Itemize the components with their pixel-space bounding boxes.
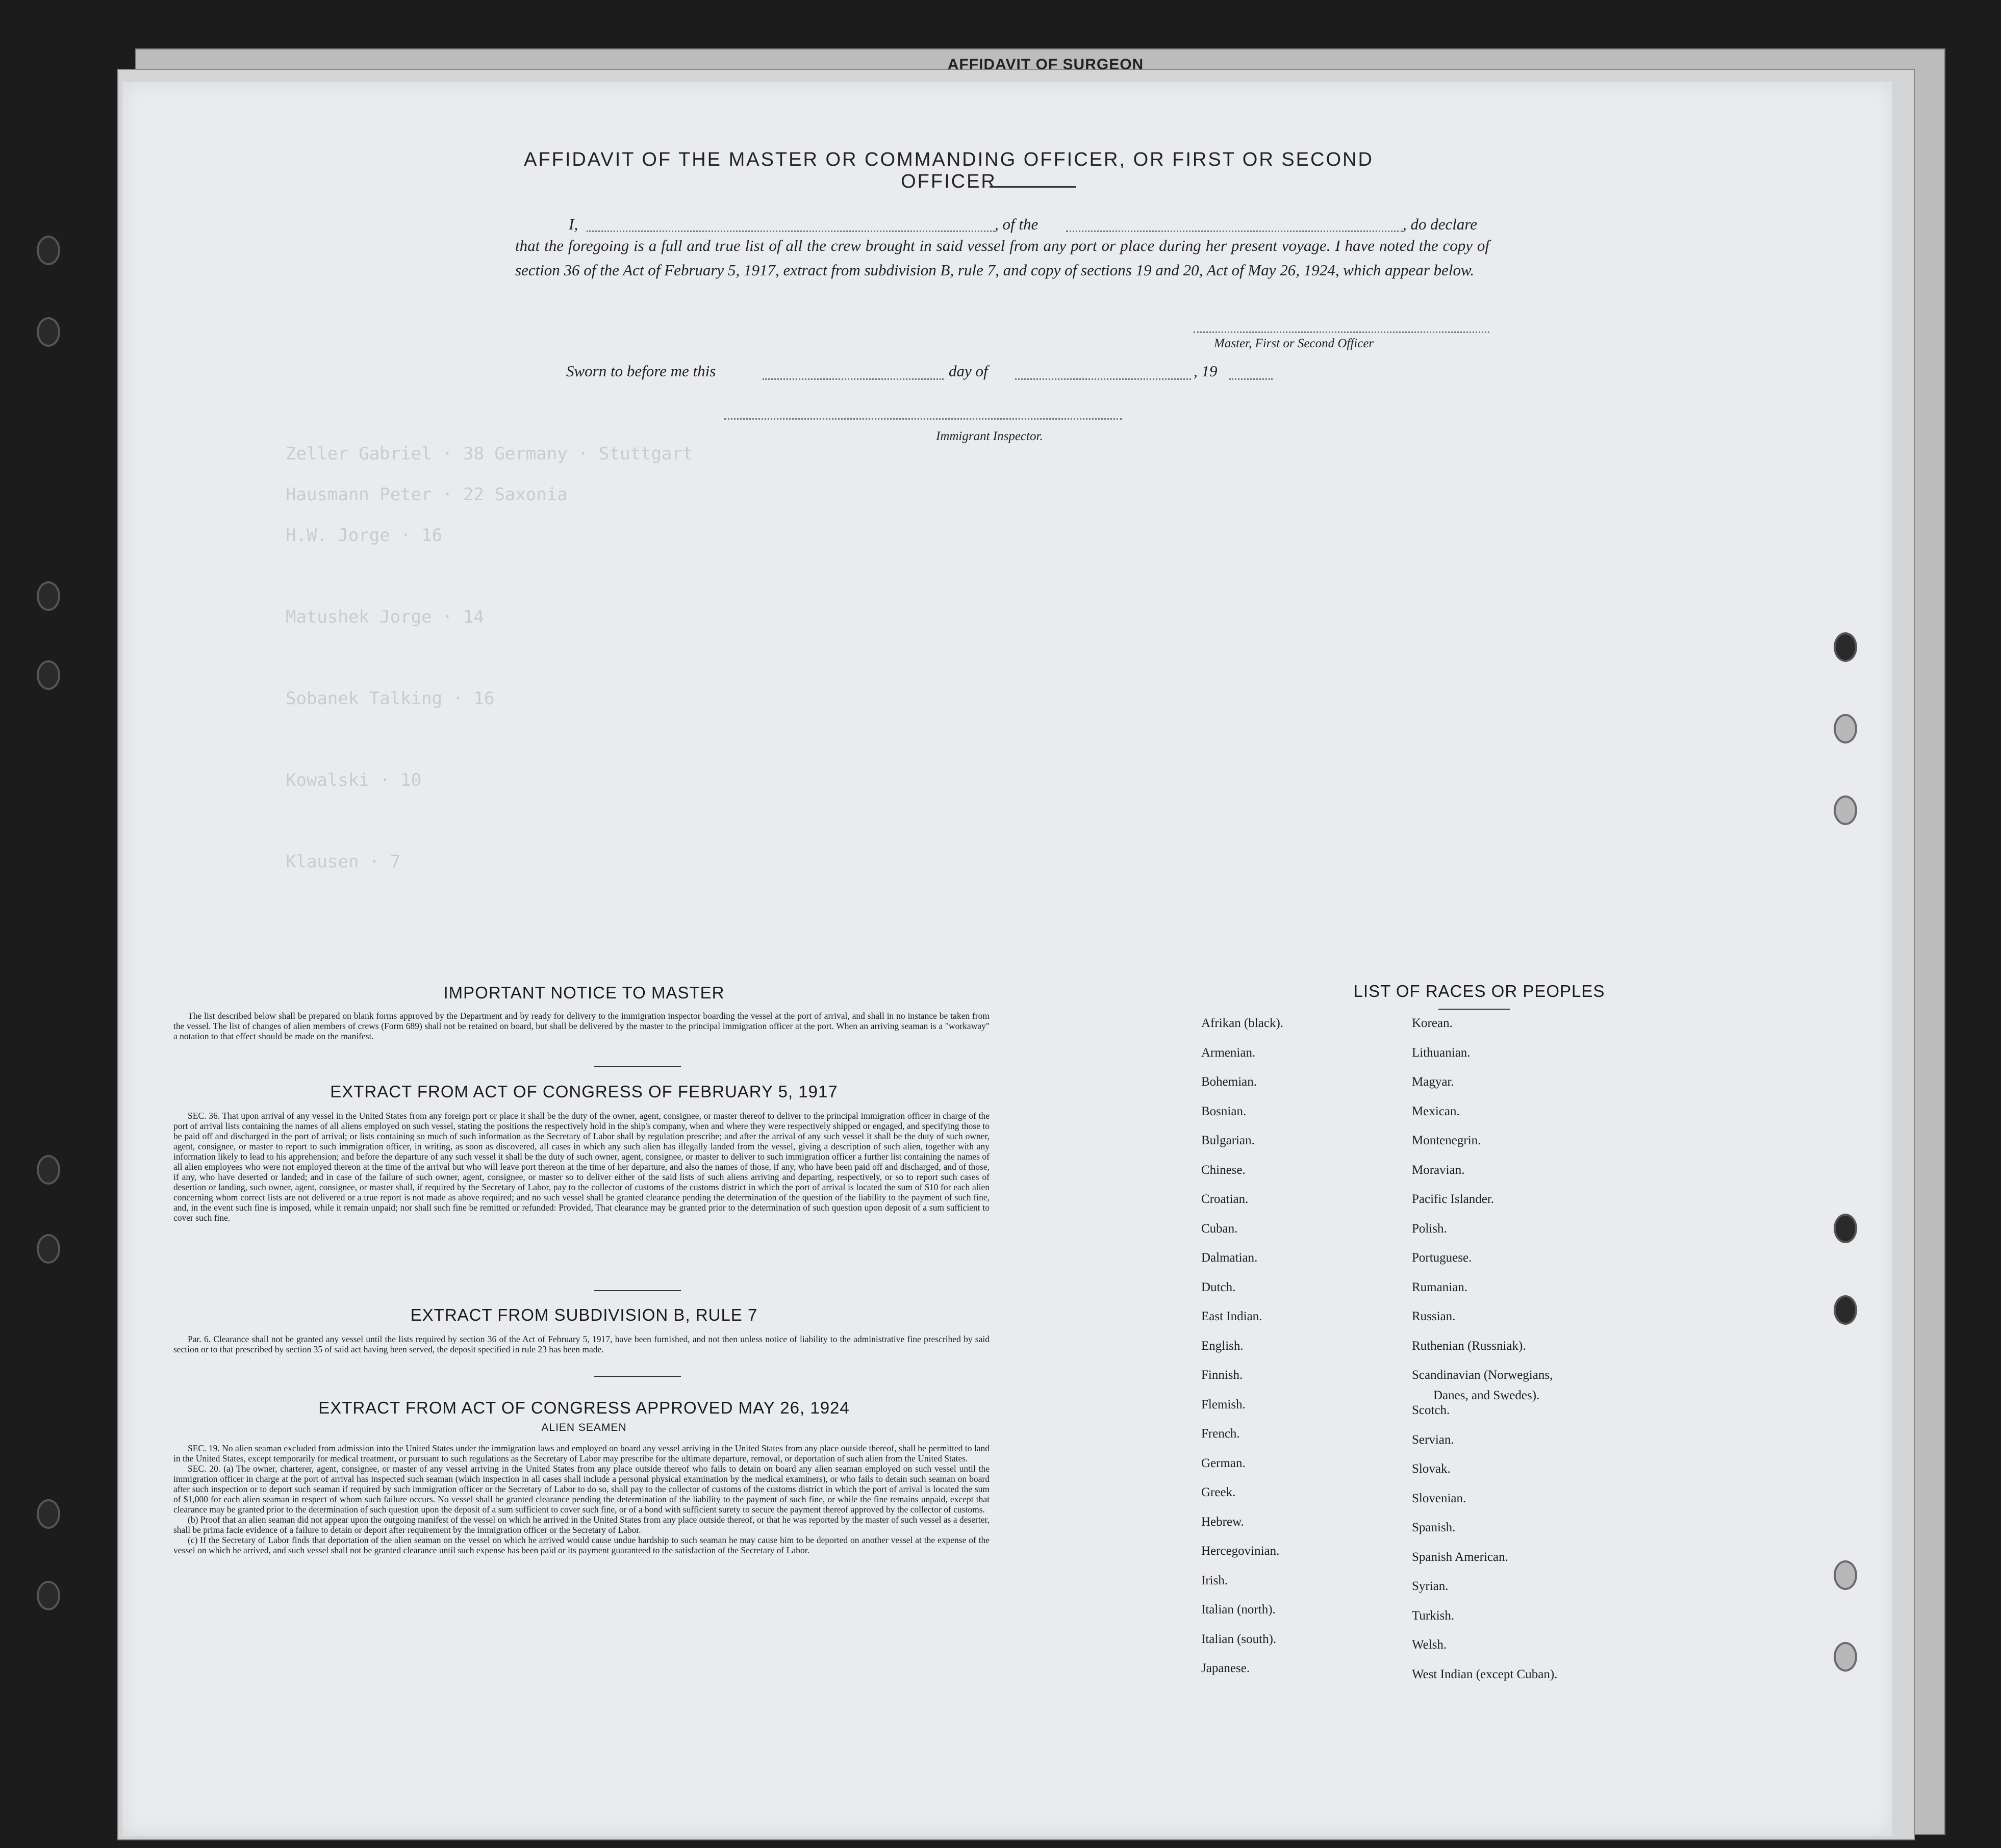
race-item: Mexican. bbox=[1412, 1104, 1460, 1118]
binder-hole-icon bbox=[1834, 1642, 1857, 1672]
race-item: Bulgarian. bbox=[1201, 1134, 1255, 1147]
race-item: Polish. bbox=[1412, 1221, 1447, 1236]
race-item: Japanese. bbox=[1201, 1661, 1250, 1675]
extract-1924-title: EXTRACT FROM ACT OF CONGRESS APPROVED MAY 26, 1924 bbox=[318, 1398, 850, 1417]
race-item: Hercegovinian. bbox=[1201, 1544, 1280, 1558]
binder-hole-icon bbox=[37, 660, 60, 690]
race-item: Spanish. bbox=[1412, 1521, 1456, 1534]
race-item: Korean. bbox=[1412, 1016, 1453, 1030]
sec36-paragraph: SEC. 36. That upon arrival of any vessel in the United States from any foreign port or place it shall be the duty of the owner, agent, consignee, or master thereof to deliver to the principal immigration officer in charge of the port of arrival lists containing the names of all aliens employed on such vessel, stating the positions the respectively hold in the ship's company, when and where they were respectively shipped or engaged, and specifying those to be paid off and discharged in the port of arrival; or lists containing so much of such information as the Secretary of Labor shall by regulation prescribe; and after the arrival of any such vessel it shall be the duty of such owner, agent, consignee, or master to report to such immigration officer, in writing, as soon as discovered, all cases in which any such alien has illegally landed from the vessel, giving a description of such alien, together with any information likely to lead to his apprehension; and before the departure of any such vessel it shall be the duty of such owner, agent, consignee, or master to deliver to such immigration officer a further list containing the names of all alien employees who were not employed thereon at the time of the arrival but who will leave port thereon at the time of her departure, and also the names of those, if any, who have been paid off and discharged, and of those, if any, who have deserted or landed; and in case of the failure of such owner, agent, consignee, or master so to deliver either of the said lists of such aliens arriving and departing, respectively, or so to report such cases of desertion or landing, such owner, agent, consignee, or master shall, if required by the Secretary of Labor, pay to the collector of customs of the customs district in which the port of arrival is located the sum of $10 for each alien concerning whom correct lists are not delivered or a true report is not made as above required; and no such vessel shall be granted clearance pending the determination of the question of the liability to the payment of such fine, and, in the event such fine is imposed, while it remain unpaid; nor shall such fine be remitted or refunded: Provided, That clearance may be granted prior to the determination of such question upon deposit of a sum sufficient to cover such fine. bbox=[173, 1111, 990, 1223]
race-item: Pacific Islander. bbox=[1412, 1192, 1495, 1206]
sec19-paragraph: SEC. 19. No alien seaman excluded from admission into the United States under the immigration laws and employed on board any vessel arriving in the United States from any place outside thereof, shall be permitted to land in the United States, except temporarily for medical treatment, or pursuant to such regulations as the Secretary of Labor may prescribe for the ultimate departure, removal, or deportation of such alien from the United States. bbox=[173, 1443, 990, 1464]
race-item: Magyar. bbox=[1412, 1075, 1454, 1089]
sworn-year-field[interactable] bbox=[1229, 378, 1273, 380]
alien-seamen-subtitle: ALIEN SEAMEN bbox=[541, 1422, 627, 1433]
races-rule bbox=[1438, 1009, 1510, 1010]
extract-1917-title: EXTRACT FROM ACT OF CONGRESS OF FEBRUARY 5, 1917 bbox=[330, 1082, 838, 1101]
binder-hole-icon bbox=[37, 1499, 60, 1529]
binder-hole-icon bbox=[37, 581, 60, 611]
race-item: Finnish. bbox=[1201, 1368, 1243, 1382]
race-item: Scandinavian (Norwegians, bbox=[1412, 1368, 1553, 1382]
race-item: Ruthenian (Russniak). bbox=[1412, 1339, 1526, 1353]
race-item: German. bbox=[1201, 1456, 1246, 1470]
race-item: French. bbox=[1201, 1427, 1240, 1441]
binder-hole-icon bbox=[1834, 1560, 1857, 1590]
race-item: Spanish American. bbox=[1412, 1550, 1508, 1564]
vessel-name-field[interactable] bbox=[1066, 230, 1403, 232]
declare-label: , do declare bbox=[1403, 215, 1478, 233]
section-rule bbox=[594, 1066, 681, 1067]
extract-1924-text bbox=[173, 1443, 990, 1555]
race-item: Welsh. bbox=[1412, 1638, 1447, 1652]
race-item: Flemish. bbox=[1201, 1397, 1246, 1411]
binder-hole-icon bbox=[37, 1581, 60, 1610]
race-item: Russian. bbox=[1412, 1310, 1456, 1323]
race-item: Bohemian. bbox=[1201, 1075, 1257, 1089]
affidavit-page: Zeller Gabriel · 38 Germany · Stuttgart Hausmann Peter · 22 Saxonia H.W. Jorge · 16 Matushek Jorge · 14 Sobanek Talking · 16 Kowalski · 10 Klausen · 7 AFFIDAVIT OF THE MASTER OR COMMANDING OFFICER, OR FIRST OR SECOND OFFICER I, , of the , do declare that the foregoing is a full and true list of all the crew brought in said vessel from any port or place during her present voyage. I have noted the copy of section 36 of the Act of February 5, 1917, extract from subdivision B, rule 7, and copy of sections 19 and 20, Act of May 26, 1924, which appear below. Master, First or Second Officer Sworn to before me this day of , 19 Immigrant Inspector. IMPORTANT NOTICE TO MASTER The list described below shall be prepared on blank forms approved by the Department and by ready for delivery to the immigration inspector boarding the vessel at the port of arrival, and shall in no instance be taken from the vessel. The list of changes of alien members of crews (Form 689) shall not be retained on board, but shall be delivered by the master to the principal immigration officer at the port. When an arriving seaman is a "workaway" a notation to that effect should be made on the manifest. EXTRACT FROM ACT OF CONGRESS OF FEBRUARY 5, 1917 SEC. 36. That upon arrival of any vessel in the United States from any foreign port or place it shall be the duty of the owner, agent, consignee, or master thereof to deliver to the principal immigration officer in charge of the port of arrival lists containing the names of all aliens employed on such vessel, stating the positions the respectively hold in the ship's company, when and where they were respectively shipped or engaged, and specifying those to be paid off and discharged in the port of arrival; or lists containing so much of such information as the Secretary of Labor shall by regulation prescribe; and after the arrival of any such vessel it shall be the duty of such owner, agent, consignee, or master to report to such immigration officer, in writing, as soon as discovered, all cases in which any such alien has illegally landed from the vessel, giving a description of such alien, together with any information likely to lead to his apprehension; and before the departure of any such vessel it shall be the duty of such owner, agent, consignee, or master to deliver to such immigration officer a further list containing the names of all alien employees who were not employed thereon at the time of the arrival but who will leave port thereon at the time of her departure, and also the names of those, if any, who have been paid off and discharged, and of those, if any, who have deserted or landed; and in case of the failure of such owner, agent, consignee, or master so to deliver either of the said lists of such aliens arriving and departing, respectively, or so to report such cases of desertion or landing, such owner, agent, consignee, or master shall, if required by the Secretary of Labor, pay to the collector of customs of the customs district in which the port of arrival is located the sum of $10 for each alien concerning whom correct lists are not delivered or a true report is not made as above required; and no such vessel shall be granted clearance pending the determination of the question of the liability to the payment of such fine, and, in the event such fine is imposed, while it remain unpaid; nor shall such fine be remitted or refunded: Provided, That clearance may be granted prior to the determination of such question upon deposit of a sum sufficient to cover such fine. EXTRACT FROM SUBDIVISION B, RULE 7 Par. 6. Clearance shall not be granted any vessel until the lists required by section 36 of the Act of February 5, 1917, have been furnished, and not then unless notice of liability to the administrative fine prescribed by said section or to that prescribed by section 35 of said act having been served, the deposit specified in rule 23 has been made. EXTRACT FROM ACT OF CONGRESS APPROVED MAY 26, 1924 ALIEN SEAMEN SEC. 19. No alien seaman excluded from admission into the United States under the immigration laws and employed on board any vessel arriving in the United States from any place outside thereof, shall be permitted to land in the United States, except temporarily for medical treatment, or pursuant to such regulations as the Secretary of Labor may prescribe for the ultimate departure, removal, or deportation of such alien from the United States. SEC. 20. (a) The owner, charterer, agent, consignee, or master of any vessel arriving in the United States from any place outside thereof who fails to detain on board any alien seaman employed on such vessel until the immigration officer in charge at the port of arrival has inspected such seaman (which inspection in all cases shall include a personal physical examination by the medical examiners), or who fails to detain such seaman on board after such inspection or to deport such seaman if required by such immigration officer or the Secretary of Labor to do so, shall pay to the collector of customs of the customs district in which the port of arrival is located the sum of $1,000 for each alien seaman in respect of whom such failure occurs. No vessel shall be granted clearance pending the determination of the liability to the payment of such fine, or while the fine remains unpaid, except that clearance may be granted prior to the determination of such question upon the deposit of a sum sufficient to cover such fine, or of a bond with sufficient surety to secure the payment thereof approved by the collector of customs. (b) Proof that an alien seaman did not appear upon the outgoing manifest of the vessel on which he arrived in the United States from any place outside thereof, or that he was reported by the master of such vessel as a deserter, shall be prima facie evidence of a failure to detain or deport after requirement by the immigration officer or the Secretary of Labor. (c) If the Secretary of Labor finds that deportation of the alien seaman on the vessel on which he arrived would cause undue hardship to such seaman he may cause him to be deported on another vessel at the expense of the vessel on which he arrived, and such vessel shall not be granted clearance until such expense has been paid or its payment guaranteed to the satisfaction of the Secretary of Labor. LIST OF RACES OR PEOPLES Afrikan (black). Armenian. Bohemian. Bosnian. Bulgarian. Chinese. Croatian. Cuban. Dalmatian. Dutch. East Indian. English. Finnish. Flemish. French. German. Greek. Hebrew. Hercegovinian. Irish. Italian (north). Italian (south). Japanese. Korean. Lithuanian. Magyar. Mexican. Montenegrin. Moravian. Pacific Islander. Polish. Portuguese. Rumanian. Russian. Ruthenian (Russniak). Scandinavian (Norwegians, Danes, and Swedes). Scotch. Servian. Slovak. Slovenian. Spanish. Spanish American. Syrian. Turkish. Welsh. West Indian (except Cuban). bbox=[122, 82, 1892, 1836]
race-item: Afrikan (black). bbox=[1201, 1016, 1284, 1030]
notice-paragraph: The list described below shall be prepared on blank forms approved by the Department and by ready for delivery to the immigration inspector boarding the vessel at the port of arrival, and shall in no instance be taken from the vessel. The list of changes of alien members of crews (Form 689) shall not be retained on board, but shall be delivered by the master to the principal immigration officer at the port. When an arriving seaman is a "workaway" a notation to that effect should be made on the manifest. bbox=[173, 1011, 990, 1041]
race-item: Italian (south). bbox=[1201, 1632, 1277, 1646]
races-title: LIST OF RACES OR PEOPLES bbox=[1353, 982, 1605, 1000]
race-item: Syrian. bbox=[1412, 1579, 1449, 1593]
year-label: , 19 bbox=[1194, 362, 1218, 380]
binder-hole-icon bbox=[1834, 714, 1857, 743]
race-item: Turkish. bbox=[1412, 1608, 1455, 1623]
race-item: Portuguese. bbox=[1412, 1251, 1472, 1265]
race-item: Armenian. bbox=[1201, 1045, 1256, 1060]
race-item: Rumanian. bbox=[1412, 1280, 1468, 1294]
notice-text bbox=[173, 1011, 990, 1041]
race-item: Slovenian. bbox=[1412, 1491, 1466, 1505]
race-item: Chinese. bbox=[1201, 1163, 1246, 1177]
binder-hole-icon bbox=[37, 1155, 60, 1185]
subdivision-b-text bbox=[173, 1334, 990, 1354]
binder-hole-icon bbox=[1834, 795, 1857, 825]
race-item: Moravian. bbox=[1412, 1163, 1465, 1177]
master-signature-label: Master, First or Second Officer bbox=[1214, 337, 1374, 350]
sworn-label: Sworn to before me this bbox=[566, 362, 716, 380]
race-item: Bosnian. bbox=[1201, 1104, 1247, 1118]
extract-1917-text bbox=[173, 1111, 990, 1223]
binder-hole-icon bbox=[1834, 1214, 1857, 1243]
binder-hole-icon bbox=[37, 1234, 60, 1264]
sec20c-paragraph: (c) If the Secretary of Labor finds that deportation of the alien seaman on the vessel on which he arrived would cause undue hardship to such seaman he may cause him to be deported on another vessel at the expense of the vessel on which he arrived, and such vessel shall not be granted clearance until such expense has been paid or its payment guaranteed to the satisfaction of the Secretary of Labor. bbox=[173, 1535, 990, 1555]
binder-hole-icon bbox=[37, 236, 60, 265]
race-item: Scotch. bbox=[1412, 1403, 1450, 1417]
race-item: Dutch. bbox=[1201, 1280, 1236, 1294]
race-item: Hebrew. bbox=[1201, 1515, 1244, 1529]
section-rule bbox=[594, 1376, 681, 1377]
binder-hole-icon bbox=[1834, 1295, 1857, 1325]
race-item: Cuban. bbox=[1201, 1221, 1238, 1236]
race-item: Montenegrin. bbox=[1412, 1134, 1481, 1147]
race-item: Lithuanian. bbox=[1412, 1045, 1471, 1060]
binder-hole-icon bbox=[1834, 632, 1857, 662]
affidavit-body: that the foregoing is a full and true list of all the crew brought in said vessel from any port or place during her present voyage. I have noted the copy of section 36 of the Act of February 5, 1917, extract from subdivision B, rule 7, and copy of sections 19 and 20, Act of May 26, 1924, which appear below. bbox=[515, 237, 1489, 279]
top-label: AFFIDAVIT OF SURGEON bbox=[947, 56, 1144, 73]
race-item: Slovak. bbox=[1412, 1462, 1451, 1476]
notice-column bbox=[122, 82, 1046, 1836]
race-item: Irish. bbox=[1201, 1573, 1228, 1587]
race-item: Greek. bbox=[1201, 1485, 1236, 1499]
race-item: Servian. bbox=[1412, 1432, 1454, 1447]
race-item: Croatian. bbox=[1201, 1192, 1249, 1206]
race-item: Danes, and Swedes). bbox=[1433, 1388, 1540, 1402]
vessel-label: , of the bbox=[995, 215, 1039, 233]
affidavit-title: AFFIDAVIT OF THE MASTER OR COMMANDING OFFICER, OR FIRST OR SECOND OFFICER bbox=[524, 149, 1374, 192]
sec20a-paragraph: SEC. 20. (a) The owner, charterer, agent, consignee, or master of any vessel arriving in the United States from any place outside thereof who fails to detain on board any alien seaman employed on such vessel until the immigration officer in charge at the port of arrival has inspected such seaman (which inspection in all cases shall include a personal physical examination by the medical examiners), or who fails to detain such seaman on board after such inspection or to deport such seaman if required by such immigration officer or the Secretary of Labor to do so, shall pay to the collector of customs of the customs district in which the port of arrival is located the sum of $1,000 for each alien seaman in respect of whom such failure occurs. No vessel shall be granted clearance pending the determination of the liability to the payment of such fine, or while the fine remains unpaid, except that clearance may be granted prior to the determination of such question upon the deposit of a sum sufficient to cover such fine, or of a bond with sufficient surety to secure the payment thereof approved by the collector of customs. bbox=[173, 1464, 990, 1515]
sec20b-paragraph: (b) Proof that an alien seaman did not appear upon the outgoing manifest of the vessel on which he arrived in the United States from any place outside thereof, or that he was reported by the master of such vessel as a deserter, shall be prima facie evidence of a failure to detain or deport after requirement by the immigration officer or the Secretary of Labor. bbox=[173, 1515, 990, 1535]
par6-paragraph: Par. 6. Clearance shall not be granted any vessel until the lists required by section 36 of the Act of February 5, 1917, have been furnished, and not then unless notice of liability to the administrative fine prescribed by said section or to that prescribed by section 35 of said act having been served, the deposit specified in rule 23 has been made. bbox=[173, 1334, 990, 1354]
race-item: English. bbox=[1201, 1339, 1244, 1353]
declarant-label: I, bbox=[569, 215, 578, 233]
race-item: East Indian. bbox=[1201, 1310, 1262, 1323]
subdivision-b-title: EXTRACT FROM SUBDIVISION B, RULE 7 bbox=[410, 1305, 758, 1324]
day-of-label: day of bbox=[949, 362, 988, 380]
race-item: Dalmatian. bbox=[1201, 1251, 1258, 1265]
inspector-label: Immigrant Inspector. bbox=[936, 429, 1043, 443]
race-item: Italian (north). bbox=[1201, 1603, 1276, 1616]
section-rule bbox=[594, 1290, 681, 1291]
master-signature-field[interactable] bbox=[1194, 331, 1489, 333]
notice-title: IMPORTANT NOTICE TO MASTER bbox=[443, 983, 725, 1002]
race-item: West Indian (except Cuban). bbox=[1412, 1667, 1558, 1681]
binder-hole-icon bbox=[37, 317, 60, 347]
